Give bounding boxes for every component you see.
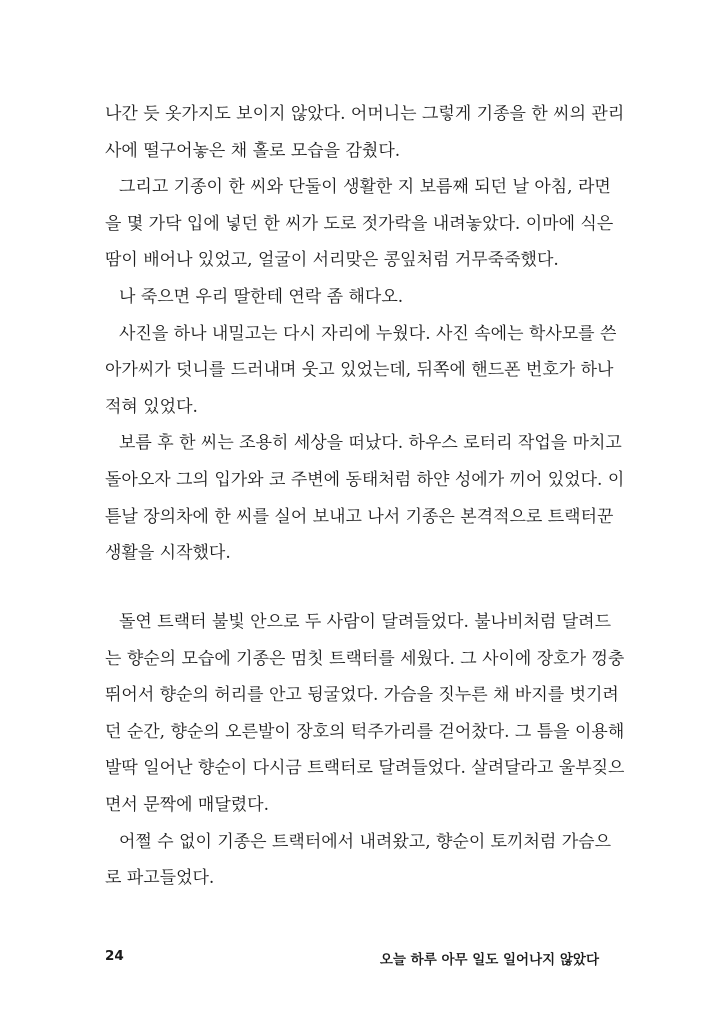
text-line: 뛰어서 향순의 허리를 안고 뒹굴었다. 가슴을 짓누른 채 바지를 벗기려 xyxy=(105,685,619,706)
running-footer-title: 오늘 하루 아무 일도 일어나지 않았다 xyxy=(379,952,599,968)
text-line: 땀이 배어나 있었고, 얼굴이 서리맞은 콩잎처럼 거무죽죽했다. xyxy=(105,250,559,271)
text-line: 보름 후 한 씨는 조용히 세상을 떠났다. 하우스 로터리 작업을 마치고 xyxy=(119,433,622,454)
text-line: 을 몇 가닥 입에 넣던 한 씨가 도로 젓가락을 내려놓았다. 이마에 식은 xyxy=(105,213,614,234)
text-line: 던 순간, 향순의 오른발이 장호의 턱주가리를 걷어찼다. 그 틈을 이용해 xyxy=(105,721,625,742)
body-text-section-1 xyxy=(105,96,625,572)
text-line: 사에 떨구어놓은 채 홀로 모습을 감췄다. xyxy=(105,140,401,161)
body-text-section-2 xyxy=(105,604,625,897)
text-line: 아가씨가 덧니를 드러내며 웃고 있었는데, 뒤쪽에 핸드폰 번호가 하나 xyxy=(105,360,614,381)
text-line: 돌연 트랙터 불빛 안으로 두 사람이 달려들었다. 불나비처럼 달려드 xyxy=(119,612,612,632)
page-number: 24 xyxy=(105,948,124,964)
text-line: 사진을 하나 내밀고는 다시 자리에 누웠다. 사진 속에는 학사모를 쓴 xyxy=(119,323,617,344)
text-line: 그리고 기종이 한 씨와 단둘이 생활한 지 보름째 되던 날 아침, 라면 xyxy=(119,177,611,198)
text-line: 는 향순의 모습에 기종은 멈칫 트랙터를 세웠다. 그 사이에 장호가 껑충 xyxy=(105,648,625,669)
text-line: 발딱 일어난 향순이 다시금 트랙터로 달려들었다. 살려달라고 울부짖으 xyxy=(105,758,625,779)
text-line: 어쩔 수 없이 기종은 트랙터에서 내려왔고, 향순이 토끼처럼 가슴으 xyxy=(119,831,612,852)
text-line: 생활을 시작했다. xyxy=(105,543,231,564)
text-line: 나간 듯 옷가지도 보이지 않았다. 어머니는 그렇게 기종을 한 씨의 관리 xyxy=(105,104,625,124)
text-line: 나 죽으면 우리 딸한테 연락 좀 해다오. xyxy=(119,286,404,307)
text-line: 면서 문짝에 매달렸다. xyxy=(105,794,270,815)
text-line: 돌아오자 그의 입가와 코 주변에 동태처럼 하얀 성에가 끼어 있었다. 이 xyxy=(105,469,625,490)
text-line: 튿날 장의차에 한 씨를 실어 보내고 나서 기종은 본격적으로 트랙터꾼 xyxy=(105,506,614,527)
text-line: 로 파고들었다. xyxy=(105,868,215,889)
text-line: 적혀 있었다. xyxy=(105,396,198,417)
